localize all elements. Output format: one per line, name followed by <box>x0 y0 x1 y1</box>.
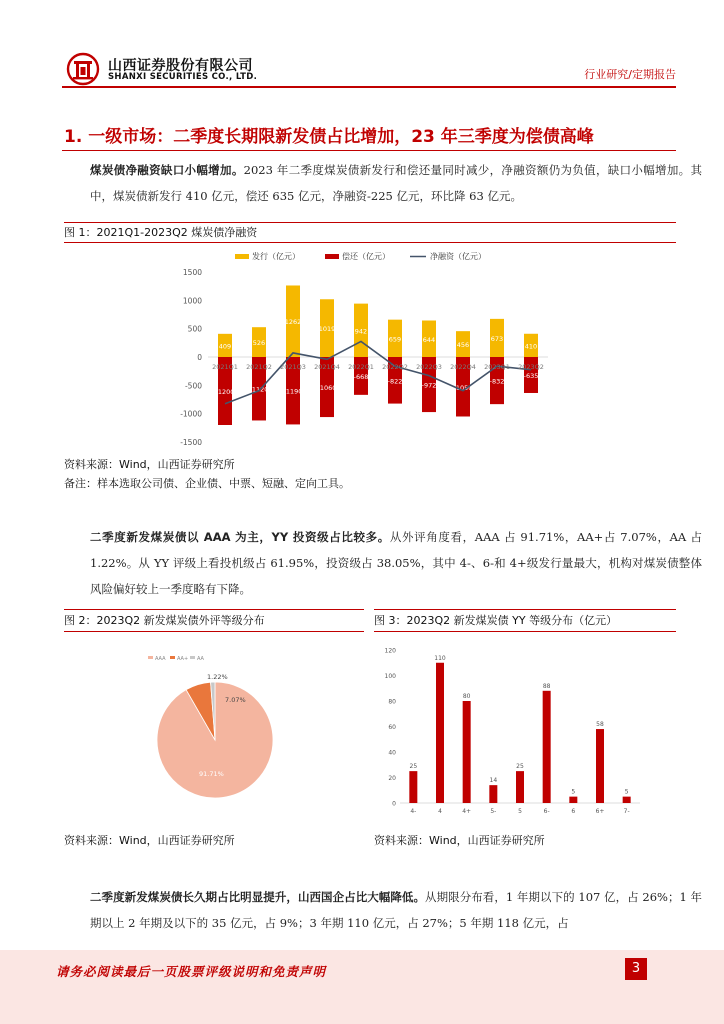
data-label: 5 <box>624 788 629 796</box>
company-name-cn: 山西证券股份有限公司 <box>108 58 253 74</box>
y-tick-label: 500 <box>187 324 202 334</box>
data-label-issue: 1019 <box>318 325 336 334</box>
pie-label-aa: 1.22% <box>207 673 228 681</box>
fig1-caption: 图 1：2021Q1-2023Q2 煤炭债净融资 <box>64 226 258 239</box>
x-tick-label: 2022Q2 <box>382 363 408 371</box>
paragraph-tenor <box>64 884 702 936</box>
fig1-note: 备注：样本选取公司债、企业债、中票、短融、定向工具。 <box>64 477 350 490</box>
y-tick-label: 1000 <box>182 296 202 306</box>
fig3-top-rule <box>374 609 676 610</box>
fig1-legend <box>235 251 486 261</box>
data-label-issue: 526 <box>252 339 266 348</box>
bar-yy-rating <box>409 771 417 803</box>
data-label: 5 <box>571 788 576 796</box>
data-label: 25 <box>516 763 524 771</box>
x-tick-label: 2021Q1 <box>212 363 238 371</box>
y-tick-label: 100 <box>384 673 396 680</box>
data-label: 25 <box>409 763 418 771</box>
x-tick-label: 2021Q2 <box>246 363 272 371</box>
data-label-issue: 942 <box>354 327 368 336</box>
external-rating-pie-chart <box>140 640 300 820</box>
data-label-repay: -1120 <box>249 385 269 394</box>
data-label: 14 <box>489 777 498 785</box>
bar-yy-rating <box>569 797 577 803</box>
y-tick-label: 20 <box>388 775 396 782</box>
report-type-label: 行业研究/定期报告 <box>584 68 676 81</box>
fig2-source: 资料来源：Wind，山西证券研究所 <box>64 834 235 847</box>
x-tick-label: 4 <box>438 808 442 815</box>
data-label-issue: 1262 <box>284 318 302 327</box>
y-tick-label: 120 <box>384 647 396 655</box>
y-tick-label: -1000 <box>180 409 202 419</box>
x-tick-label: 2022Q1 <box>348 363 374 371</box>
data-label-issue: 673 <box>490 334 504 343</box>
x-tick-label: 2023Q2 <box>518 363 544 371</box>
x-tick-label: 4- <box>410 808 417 815</box>
data-label-repay: -1200 <box>215 388 235 396</box>
bar-yy-rating <box>596 729 604 803</box>
y-tick-label: 0 <box>392 800 396 808</box>
paragraph-body: 从期限分布看，1 年期以下的 107 亿，占 26%；1 年期以上 2 年期及以下的 35 亿元，占 9%；3 年期 110 亿元，占 27%；5 年期 118 亿元，占 <box>90 890 703 930</box>
data-label-repay: -1060 <box>317 384 337 393</box>
legend-issue: 发行（亿元） <box>252 252 300 261</box>
pie-label-aaplus: 7.07% <box>225 696 246 704</box>
x-tick-label: 4+ <box>462 808 472 815</box>
y-tick-label: 60 <box>388 724 396 731</box>
legend-swatch-repay <box>325 254 339 259</box>
paragraph-body: 从外评角度看，AAA 占 91.71%，AA+占 7.07%，AA 占 1.22%。从 YY 评级上看投机级占 61.95%，投资级占 38.05%，其中 4-、6-和 4+级发行量最大，机构对煤炭债整体风险偏好较上一季度略有下降。 <box>90 530 702 596</box>
data-label-repay: -1050 <box>453 383 473 392</box>
x-tick-label: 6- <box>543 808 550 815</box>
data-label-repay: -822 <box>387 377 403 386</box>
fig3-caption-rule <box>374 631 676 632</box>
y-tick-label: 0 <box>197 353 202 362</box>
fig1-caption-rule <box>64 242 676 243</box>
data-label: 110 <box>434 654 446 662</box>
x-tick-label: 6 <box>571 808 576 815</box>
fig2-caption-rule <box>64 631 364 632</box>
fig3-caption: 图 3：2023Q2 新发煤炭债 YY 等级分布（亿元） <box>374 614 618 627</box>
data-label-issue: 644 <box>422 335 436 344</box>
x-tick-label: 2022Q4 <box>450 363 476 371</box>
page-number: 3 <box>625 958 647 980</box>
fig2-legend <box>148 656 205 662</box>
paragraph-net-financing <box>64 157 702 209</box>
fig1-top-rule <box>64 222 676 223</box>
bar-yy-rating <box>463 701 471 803</box>
y-tick-label: 1500 <box>182 268 202 277</box>
x-tick-label: 2021Q3 <box>280 363 306 371</box>
x-tick-label: 2021Q4 <box>314 363 340 371</box>
data-label-issue: 659 <box>388 335 402 344</box>
data-label-repay: -1190 <box>283 387 303 396</box>
x-tick-label: 2023Q1 <box>484 363 510 371</box>
data-label-issue: 456 <box>456 341 470 350</box>
bar-yy-rating <box>436 663 444 803</box>
net-financing-line <box>225 341 531 403</box>
data-label-issue: 410 <box>524 342 538 351</box>
pie-label-aaa: 91.71% <box>199 770 224 778</box>
company-name-en: SHANXI SECURITIES CO., LTD. <box>108 72 258 82</box>
company-logo-icon <box>66 52 100 86</box>
bar-yy-rating <box>543 691 551 803</box>
fig3-source: 资料来源：Wind，山西证券研究所 <box>374 834 545 847</box>
legend-swatch-issue <box>235 254 249 259</box>
legend-aaa: AAA <box>155 656 166 662</box>
y-tick-label: 40 <box>388 749 396 757</box>
legend-net: 净融资（亿元） <box>430 252 486 261</box>
yy-rating-bar-chart <box>374 640 644 820</box>
data-label-repay: -832 <box>489 377 505 386</box>
section-title: 1. 一级市场：二季度长期限新发债占比增加，23 年三季度为偿债高峰 <box>64 127 594 147</box>
legend-repay: 偿还（亿元） <box>342 252 390 261</box>
y-tick-label: -500 <box>184 381 202 391</box>
data-label: 58 <box>596 721 604 729</box>
legend-swatch-aaa <box>148 656 153 659</box>
fig2-top-rule <box>64 609 364 610</box>
fig2-caption: 图 2：2023Q2 新发煤炭债外评等级分布 <box>64 614 265 627</box>
bar-yy-rating <box>623 797 631 803</box>
x-tick-label: 5 <box>518 808 522 815</box>
net-financing-chart <box>170 244 560 450</box>
paragraph-lead: 二季度新发煤炭债长久期占比明显提升，山西国企占比大幅降低。 <box>90 890 426 904</box>
data-label: 88 <box>542 682 551 690</box>
data-label-repay: -635 <box>523 371 539 380</box>
y-tick-label: -1500 <box>180 438 202 447</box>
paragraph-rating <box>64 524 702 602</box>
paragraph-lead: 二季度新发煤炭债以 AAA 为主，YY 投资级占比较多。 <box>90 530 390 544</box>
legend-aa: AA <box>197 656 204 662</box>
y-tick-label: 80 <box>388 698 396 706</box>
data-label-repay: -972 <box>421 381 437 390</box>
data-label: 80 <box>462 693 471 700</box>
x-tick-label: 2022Q3 <box>416 363 442 371</box>
section-title-underline <box>62 150 676 151</box>
x-tick-label: 7- <box>623 808 630 815</box>
legend-swatch-aa <box>190 656 195 659</box>
fig1-source: 资料来源：Wind，山西证券研究所 <box>64 458 235 471</box>
legend-aaplus: AA+ <box>177 656 189 662</box>
header-divider <box>62 86 676 88</box>
footer-disclaimer: 请务必阅读最后一页股票评级说明和免责声明 <box>56 964 327 979</box>
data-label-repay: -668 <box>353 372 369 381</box>
x-tick-label: 6+ <box>595 808 605 815</box>
bar-yy-rating <box>516 771 524 803</box>
paragraph-lead: 煤炭债净融资缺口小幅增加。 <box>90 163 244 177</box>
data-label-issue: 409 <box>218 342 232 351</box>
paragraph-body: 2023 年二季度煤炭债新发行和偿还量同时减少，净融资额仍为负值，缺口小幅增加。其中，煤炭债新发行 410 亿元，偿还 635 亿元，净融资-225 亿元，环比降 63 亿元。 <box>90 163 703 203</box>
x-tick-label: 5- <box>490 808 497 815</box>
legend-swatch-aaplus <box>170 656 175 659</box>
bar-yy-rating <box>489 785 497 803</box>
